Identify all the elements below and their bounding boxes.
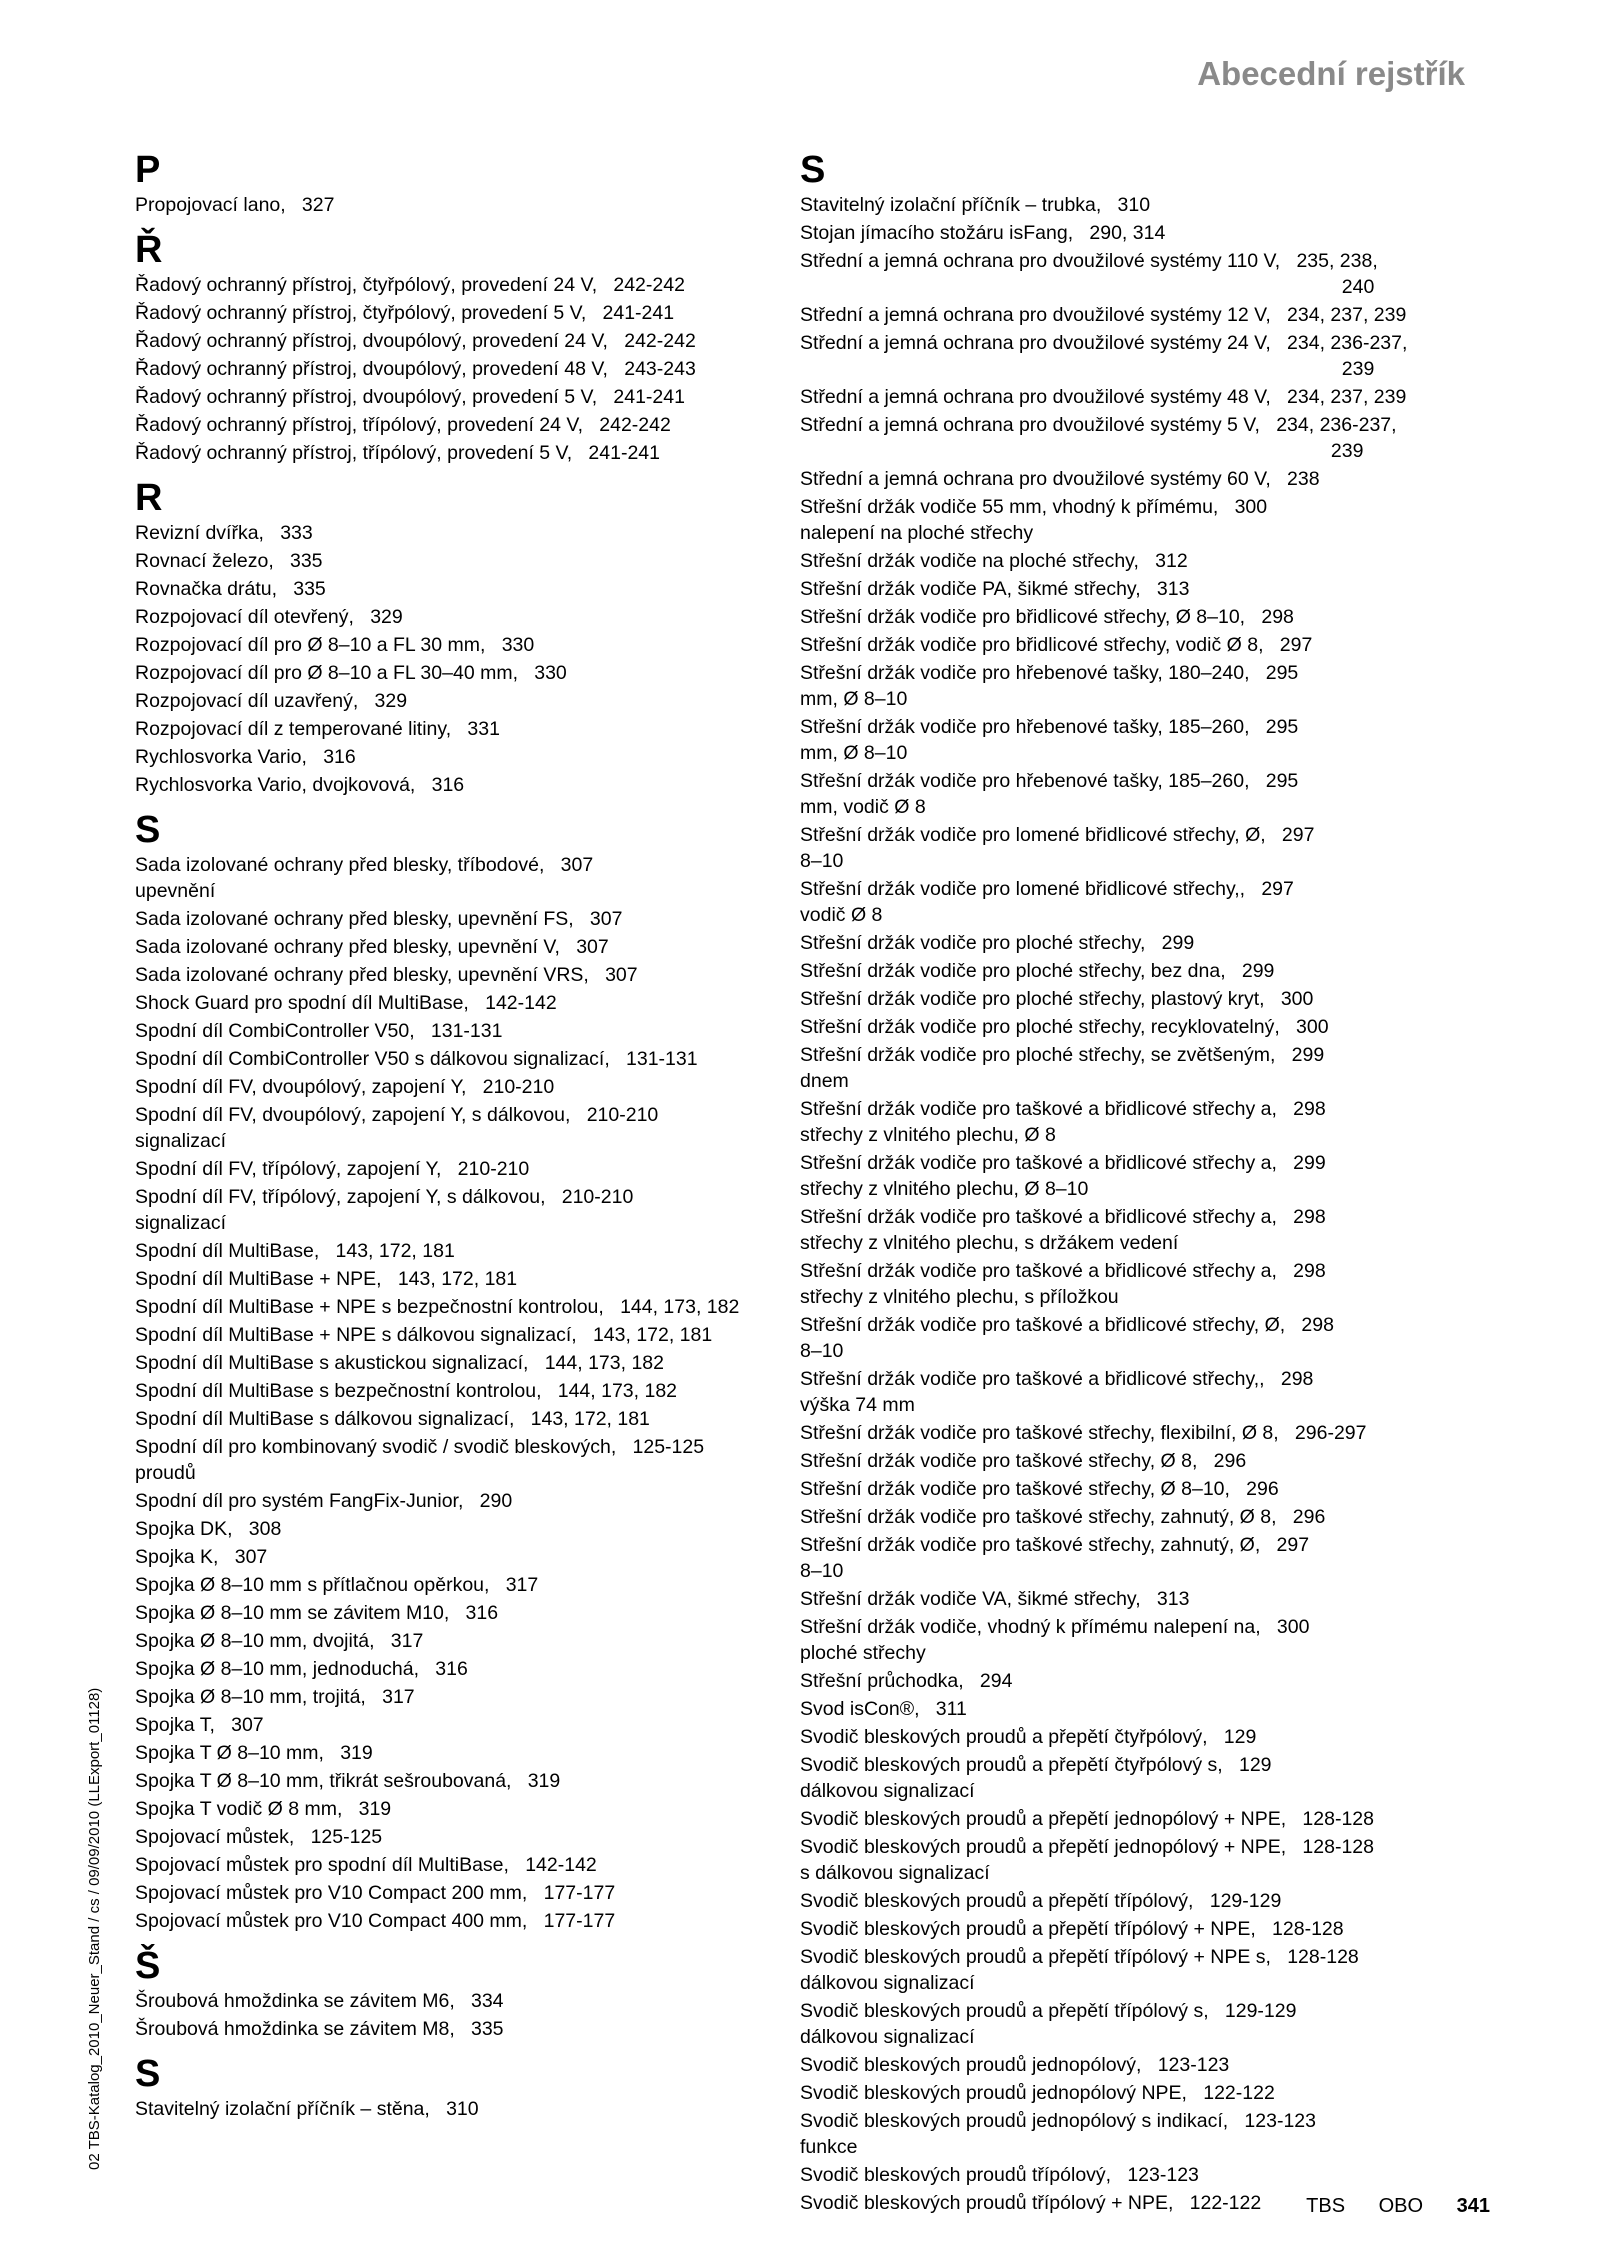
index-entry: Rovnačka drátu, 335	[135, 578, 326, 600]
index-entry: Rozpojovací díl uzavřený, 329	[135, 690, 408, 712]
index-entry: Střední a jemná ochrana pro dvoužilové systémy 110 V, 235, 238, 240	[800, 250, 1378, 298]
index-entry: Střešní držák vodiče pro taškové střechy, flexibilní, Ø 8, 296-297	[800, 1422, 1367, 1444]
index-entry: Střední a jemná ochrana pro dvoužilové systémy 60 V, 238	[800, 468, 1320, 490]
index-entry: Spojovací můstek pro V10 Compact 400 mm, 177-177	[135, 1910, 616, 1932]
index-entry: Sada izolované ochrany před blesky, tříbodové, 307 upevnění	[135, 854, 594, 902]
index-entry: Svodič bleskových proudů a přepětí jednopólový + NPE, 128-128	[800, 1808, 1374, 1830]
index-entry: Spojka DK, 308	[135, 1518, 282, 1540]
index-entry: Šroubová hmoždinka se závitem M6, 334	[135, 1990, 504, 2012]
index-entry: Svodič bleskových proudů a přepětí třípólový, 129-129	[800, 1890, 1282, 1912]
index-entry: Spodní díl MultiBase s akustickou signalizací, 144, 173, 182	[135, 1352, 664, 1374]
index-entry: Rychlosvorka Vario, 316	[135, 746, 356, 768]
index-entry: Střešní držák vodiče na ploché střechy, 312	[800, 550, 1188, 572]
index-entry: Spojka Ø 8–10 mm, dvojitá, 317	[135, 1630, 424, 1652]
index-entry: Řadový ochranný přístroj, čtyřpólový, provedení 5 V, 241-241	[135, 302, 675, 324]
index-entry: Svodič bleskových proudů a přepětí čtyřpólový, 129	[800, 1726, 1257, 1748]
index-entry: Svodič bleskových proudů třípólový, 123-123	[800, 2164, 1199, 2186]
index-entry: Řadový ochranný přístroj, čtyřpólový, provedení 24 V, 242-242	[135, 274, 685, 296]
index-entry: Střešní průchodka, 294	[800, 1670, 1013, 1692]
index-entry: Střešní držák vodiče pro ploché střechy, 299	[800, 932, 1195, 954]
index-entry: Spodní díl MultiBase + NPE s bezpečnostní kontrolou, 144, 173, 182	[135, 1296, 740, 1318]
index-column-right	[800, 148, 1460, 2218]
index-entry: Řadový ochranný přístroj, dvoupólový, provedení 24 V, 242-242	[135, 330, 696, 352]
index-entry: Řadový ochranný přístroj, třípólový, provedení 24 V, 242-242	[135, 414, 671, 436]
index-entry: Střešní držák vodiče PA, šikmé střechy, 313	[800, 578, 1190, 600]
index-entry: Spojka Ø 8–10 mm, trojitá, 317	[135, 1686, 415, 1708]
index-entry: Střešní držák vodiče pro břidlicové střechy, Ø 8–10, 298	[800, 606, 1294, 628]
index-entry: Spodní díl pro systém FangFix-Junior, 290	[135, 1490, 513, 1512]
index-entry: Spojka K, 307	[135, 1546, 268, 1568]
index-entry: Spodní díl pro kombinovaný svodič / svodič bleskových, 125-125 proudů	[135, 1436, 705, 1484]
index-column-left	[135, 148, 785, 2124]
index-entry: Střešní držák vodiče pro taškové a břidlicové střechy a, 299 střechy z vlnitého plechu, Ø 8–10	[800, 1152, 1326, 1200]
index-entry: Svodič bleskových proudů a přepětí čtyřpólový s, 129 dálkovou signalizací	[800, 1754, 1272, 1802]
index-entry: Rozpojovací díl pro Ø 8–10 a FL 30–40 mm, 330	[135, 662, 567, 684]
index-letter-heading: S	[135, 809, 161, 851]
index-entry: Rovnací železo, 335	[135, 550, 323, 572]
index-entry: Sada izolované ochrany před blesky, upevnění V, 307	[135, 936, 609, 958]
index-entry: Propojovací lano, 327	[135, 194, 335, 216]
index-entry: Řadový ochranný přístroj, dvoupólový, provedení 5 V, 241-241	[135, 386, 685, 408]
index-letter-heading: P	[135, 149, 161, 191]
index-entry: Střešní držák vodiče pro lomené břidlicové střechy, Ø, 297 8–10	[800, 824, 1315, 872]
index-entry: Střední a jemná ochrana pro dvoužilové systémy 12 V, 234, 237, 239	[800, 304, 1407, 326]
index-entry: Střešní držák vodiče pro taškové a břidlicové střechy a, 298 střechy z vlnitého plechu, s příložkou	[800, 1260, 1326, 1308]
index-entry: Střešní držák vodiče 55 mm, vhodný k přímému, 300 nalepení na ploché střechy	[800, 496, 1268, 544]
index-entry: Rozpojovací díl pro Ø 8–10 a FL 30 mm, 330	[135, 634, 535, 656]
index-entry: Svodič bleskových proudů a přepětí jednopólový + NPE, 128-128 s dálkovou signalizací	[800, 1836, 1374, 1884]
index-entry: Střešní držák vodiče, vhodný k přímému nalepení na, 300 ploché střechy	[800, 1616, 1310, 1664]
page-number: 341	[1456, 2195, 1490, 2217]
index-entry: Spodní díl MultiBase, 143, 172, 181	[135, 1240, 455, 1262]
index-entry: Střešní držák vodiče pro ploché střechy, bez dna, 299	[800, 960, 1275, 982]
index-entry: Střešní držák vodiče pro hřebenové tašky, 185–260, 295 mm, vodič Ø 8	[800, 770, 1299, 818]
index-entry: Střešní držák vodiče pro ploché střechy, se zvětšeným, 299 dnem	[800, 1044, 1325, 1092]
index-entry: Šroubová hmoždinka se závitem M8, 335	[135, 2018, 504, 2040]
index-entry: Střešní držák vodiče pro taškové a břidlicové střechy, Ø, 298 8–10	[800, 1314, 1334, 1362]
index-entry: Spojka T Ø 8–10 mm, třikrát sešroubovaná, 319	[135, 1770, 561, 1792]
index-entry: Střešní držák vodiče VA, šikmé střechy, 313	[800, 1588, 1190, 1610]
index-entry: Revizní dvířka, 333	[135, 522, 313, 544]
footer-brand-obo: OBO	[1378, 2195, 1424, 2217]
index-entry: Svod isCon®, 311	[800, 1698, 967, 1720]
index-entry: Střešní držák vodiče pro taškové střechy, zahnutý, Ø, 297 8–10	[800, 1534, 1310, 1582]
index-entry: Rozpojovací díl z temperované litiny, 331	[135, 718, 500, 740]
index-entry: Spojka T Ø 8–10 mm, 319	[135, 1742, 373, 1764]
index-entry: Svodič bleskových proudů jednopólový, 123-123	[800, 2054, 1230, 2076]
index-entry: Rychlosvorka Vario, dvojkovová, 316	[135, 774, 465, 796]
index-letter-heading: Š	[135, 1945, 161, 1987]
index-entry: Spodní díl FV, třípólový, zapojení Y, 210-210	[135, 1158, 530, 1180]
index-entry: Střešní držák vodiče pro taškové a břidlicové střechy a, 298 střechy z vlnitého plechu, Ø 8	[800, 1098, 1326, 1146]
index-entry: Spojka Ø 8–10 mm s přítlačnou opěrkou, 317	[135, 1574, 539, 1596]
index-entry: Spojka T, 307	[135, 1714, 264, 1736]
index-letter-heading: Ř	[135, 229, 163, 271]
index-entry: Spodní díl MultiBase + NPE s dálkovou signalizací, 143, 172, 181	[135, 1324, 713, 1346]
index-entry: Střešní držák vodiče pro taškové střechy, Ø 8–10, 296	[800, 1478, 1279, 1500]
index-entry: Střešní držák vodiče pro taškové střechy, Ø 8, 296	[800, 1450, 1247, 1472]
index-entry: Spodní díl FV, třípólový, zapojení Y, s dálkovou, 210-210 signalizací	[135, 1186, 634, 1234]
index-letter-heading: S	[135, 2053, 161, 2095]
index-entry: Spodní díl MultiBase s dálkovou signalizací, 143, 172, 181	[135, 1408, 650, 1430]
index-entry: Střešní držák vodiče pro ploché střechy, recyklovatelný, 300	[800, 1016, 1329, 1038]
index-entry: Rozpojovací díl otevřený, 329	[135, 606, 403, 628]
index-entry: Spodní díl MultiBase + NPE, 143, 172, 181	[135, 1268, 518, 1290]
index-entry: Spodní díl MultiBase s bezpečnostní kontrolou, 144, 173, 182	[135, 1380, 678, 1402]
index-entry: Sada izolované ochrany před blesky, upevnění FS, 307	[135, 908, 623, 930]
index-entry: Střešní držák vodiče pro taškové střechy, zahnutý, Ø 8, 296	[800, 1506, 1326, 1528]
index-entry: Svodič bleskových proudů jednopólový NPE, 122-122	[800, 2082, 1275, 2104]
index-entry: Střešní držák vodiče pro břidlicové střechy, vodič Ø 8, 297	[800, 634, 1313, 656]
index-entry: Shock Guard pro spodní díl MultiBase, 142-142	[135, 992, 557, 1014]
index-entry: Svodič bleskových proudů a přepětí třípólový s, 129-129 dálkovou signalizací	[800, 2000, 1297, 2048]
index-entry: Spojovací můstek pro spodní díl MultiBase, 142-142	[135, 1854, 597, 1876]
index-entry: Svodič bleskových proudů a přepětí třípólový + NPE s, 128-128 dálkovou signalizací	[800, 1946, 1359, 1994]
index-letter-heading: S	[800, 149, 826, 191]
index-entry: Spojovací můstek, 125-125	[135, 1826, 383, 1848]
index-entry: Střešní držák vodiče pro taškové a břidlicové střechy a, 298 střechy z vlnitého plechu, s držákem vedení	[800, 1206, 1326, 1254]
page-footer	[1278, 2195, 1490, 2218]
index-entry: Spojka T vodič Ø 8 mm, 319	[135, 1798, 392, 1820]
index-entry: Řadový ochranný přístroj, dvoupólový, provedení 48 V, 243-243	[135, 358, 696, 380]
footer-brand-tbs: TBS	[1306, 2195, 1346, 2217]
index-entry: Střední a jemná ochrana pro dvoužilové systémy 24 V, 234, 236-237, 239	[800, 332, 1408, 380]
index-entry: Stojan jímacího stožáru isFang, 290, 314	[800, 222, 1166, 244]
index-entry: Svodič bleskových proudů jednopólový s indikací, 123-123 funkce	[800, 2110, 1316, 2158]
index-entry: Svodič bleskových proudů třípólový + NPE, 122-122	[800, 2192, 1262, 2214]
index-entry: Stavitelný izolační příčník – stěna, 310	[135, 2098, 479, 2120]
index-letter-heading: R	[135, 477, 163, 519]
index-entry: Střední a jemná ochrana pro dvoužilové systémy 48 V, 234, 237, 239	[800, 386, 1407, 408]
index-entry: Spodní díl FV, dvoupólový, zapojení Y, s dálkovou, 210-210 signalizací	[135, 1104, 659, 1152]
index-entry: Střešní držák vodiče pro ploché střechy, plastový kryt, 300	[800, 988, 1314, 1010]
catalog-source-note: 02 TBS-Katalog_2010_Neuer_Stand / cs / 09/09/2010 (LLExport_01128)	[86, 1687, 103, 2170]
index-entry: Střešní držák vodiče pro lomené břidlicové střechy,, 297 vodič Ø 8	[800, 878, 1294, 926]
page-title: Abecední rejstřík	[1197, 55, 1465, 92]
index-entry: Střešní držák vodiče pro hřebenové tašky, 185–260, 295 mm, Ø 8–10	[800, 716, 1299, 764]
index-entry: Spojka Ø 8–10 mm se závitem M10, 316	[135, 1602, 499, 1624]
index-entry: Střešní držák vodiče pro hřebenové tašky, 180–240, 295 mm, Ø 8–10	[800, 662, 1299, 710]
index-entry: Spodní díl FV, dvoupólový, zapojení Y, 210-210	[135, 1076, 555, 1098]
index-entry: Stavitelný izolační příčník – trubka, 310	[800, 194, 1151, 216]
index-entry: Spojka Ø 8–10 mm, jednoduchá, 316	[135, 1658, 468, 1680]
index-entry: Střední a jemná ochrana pro dvoužilové systémy 5 V, 234, 236-237, 239	[800, 414, 1397, 462]
index-entry: Spodní díl CombiController V50 s dálkovou signalizací, 131-131	[135, 1048, 698, 1070]
index-entry: Svodič bleskových proudů a přepětí třípólový + NPE, 128-128	[800, 1918, 1344, 1940]
index-entry: Řadový ochranný přístroj, třípólový, provedení 5 V, 241-241	[135, 442, 660, 464]
index-entry: Spojovací můstek pro V10 Compact 200 mm, 177-177	[135, 1882, 616, 1904]
index-entry: Střešní držák vodiče pro taškové a břidlicové střechy,, 298 výška 74 mm	[800, 1368, 1314, 1416]
index-entry: Spodní díl CombiController V50, 131-131	[135, 1020, 503, 1042]
index-entry: Sada izolované ochrany před blesky, upevnění VRS, 307	[135, 964, 638, 986]
